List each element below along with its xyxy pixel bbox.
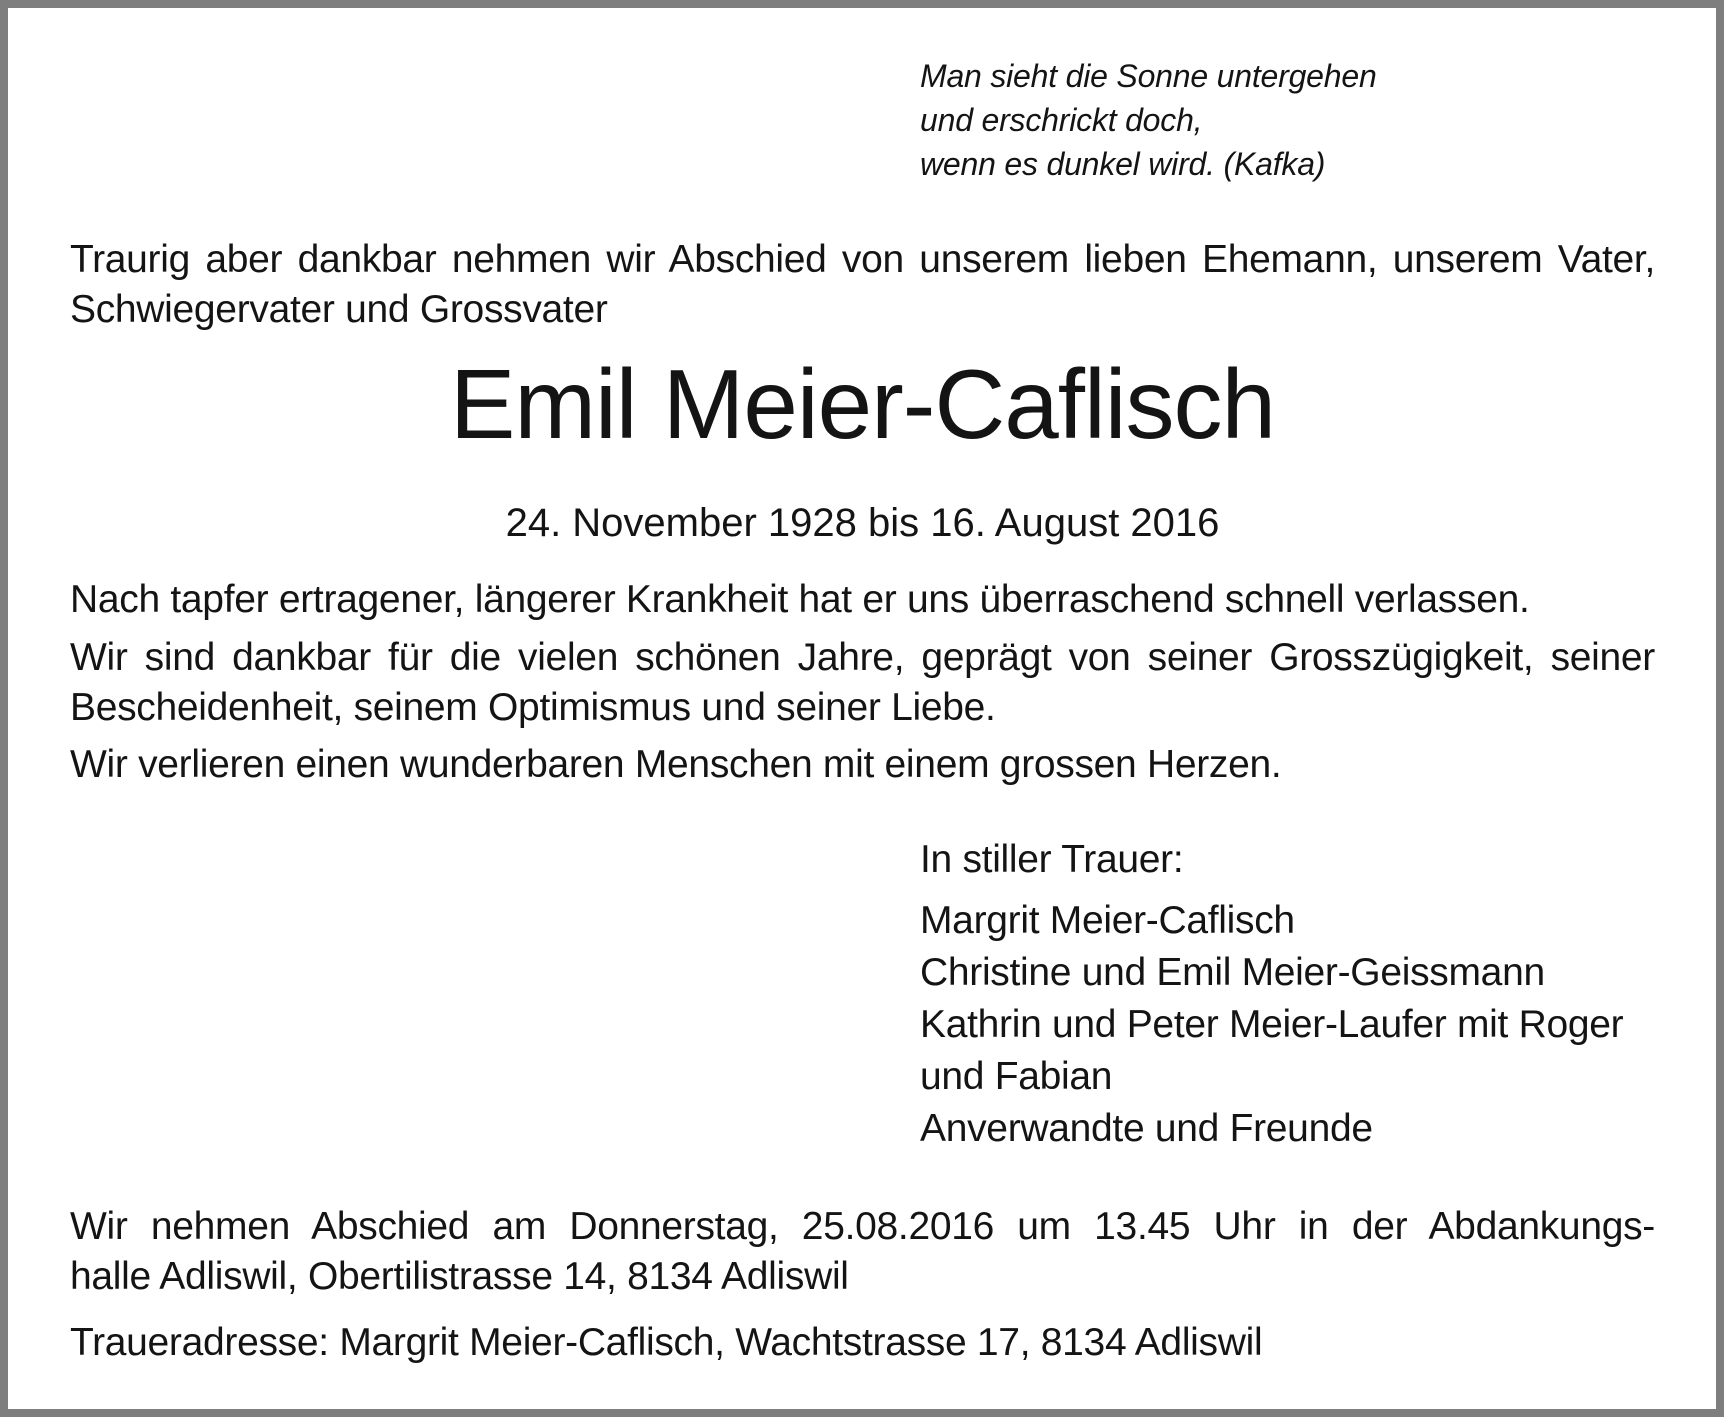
mourning-address-line: Traueradresse: Margrit Meier-Caflisch, Wachtstrasse 17, 8134 Adliswil: [70, 1321, 1263, 1364]
mourning-address: [70, 1318, 1655, 1368]
funeral-line-1: Wir nehmen Abschied am Donnerstag, 25.08.2016 um 13.45 Uhr in der Abdankungs-: [70, 1205, 1655, 1248]
epigraph: [920, 54, 1660, 186]
life-dates: 24. November 1928 bis 16. August 2016: [505, 501, 1220, 545]
paragraph-gratitude-line-2: Bescheidenheit, seinem Optimismus und seiner Liebe.: [70, 686, 996, 729]
funeral-line-2: halle Adliswil, Obertilistrasse 14, 8134 Adliswil: [70, 1255, 849, 1298]
paragraph-gratitude-line-1: Wir sind dankbar für die vielen schönen Jahre, geprägt von seiner Grosszügigkeit, seiner: [70, 636, 1655, 679]
mourner-line-2: Christine und Emil Meier-Geissmann: [920, 951, 1545, 994]
mourner-line-1: Margrit Meier-Caflisch: [920, 899, 1295, 942]
mourners-heading: In stiller Trauer:: [920, 838, 1184, 881]
mourner-line-5: Anverwandte und Freunde: [920, 1107, 1373, 1150]
intro-line-2: Schwiegervater und Grossvater: [70, 288, 608, 331]
epigraph-line-1: Man sieht die Sonne untergehen: [920, 58, 1377, 94]
deceased-name: Emil Meier-Caflisch: [449, 349, 1275, 459]
epigraph-line-2: und erschrickt doch,: [920, 102, 1203, 138]
funeral-info: [70, 1202, 1655, 1302]
paragraph-loss: [70, 740, 1655, 790]
epigraph-line-3: wenn es dunkel wird. (Kafka): [920, 146, 1326, 182]
paragraph-illness-line: Nach tapfer ertragener, längerer Krankheit hat er uns überraschend schnell verlassen.: [70, 578, 1530, 621]
paragraph-loss-line: Wir verlieren einen wunderbaren Menschen mit einem grossen Herzen.: [70, 743, 1282, 786]
paragraph-gratitude: [70, 633, 1655, 733]
paragraph-illness: [70, 575, 1655, 625]
intro-line-1: Traurig aber dankbar nehmen wir Abschied von unserem lieben Ehemann, unserem Vater,: [70, 238, 1655, 281]
mourner-line-4: und Fabian: [920, 1055, 1113, 1098]
intro-paragraph: [70, 235, 1655, 335]
mourners-list: [920, 895, 1660, 1155]
mourner-line-3: Kathrin und Peter Meier-Laufer mit Roger: [920, 1003, 1624, 1046]
